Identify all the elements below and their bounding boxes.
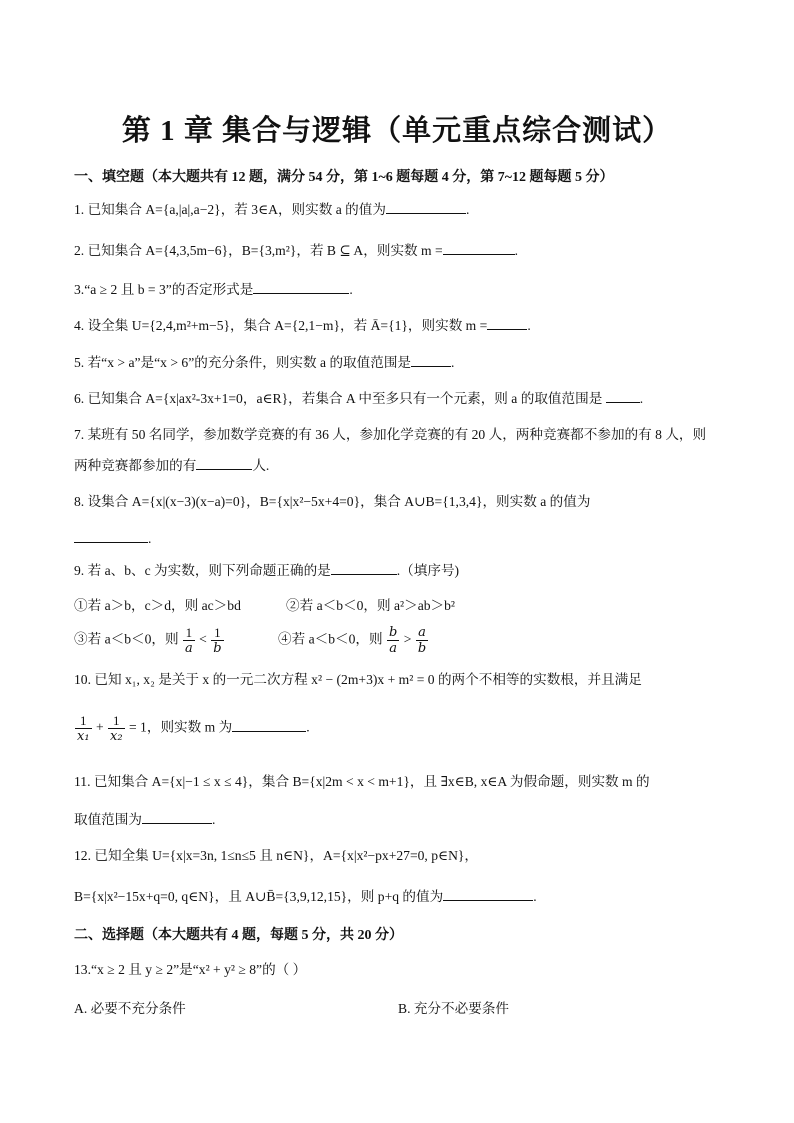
answer-blank[interactable]: [606, 388, 640, 403]
q13-option-b[interactable]: B. 充分不必要条件: [398, 1001, 510, 1016]
question-4: 4. 设全集 U={2,4,m²+m−5}，集合 A={2,1−m}，若 Ā={1}，则实数 m = .: [74, 315, 531, 336]
question-13: 13.“x ≥ 2 且 y ≥ 2”是“x² + y² ≥ 8”的（ ）: [74, 962, 307, 977]
question-9: 9. 若 a、b、c 为实数，则下列命题正确的是 .（填序号): [74, 560, 459, 581]
question-5: 5. 若“x > a”是“x > 6”的充分条件，则实数 a 的取值范围是 .: [74, 352, 454, 373]
answer-blank[interactable]: [443, 240, 515, 255]
question-3: 3.“a ≥ 2 且 b = 3”的否定形式是 .: [74, 279, 353, 300]
answer-blank[interactable]: [253, 279, 349, 294]
question-11-continued: 取值范围为 .: [74, 809, 215, 830]
answer-blank[interactable]: [232, 717, 306, 732]
q13-option-a[interactable]: A. 必要不充分条件: [74, 1001, 186, 1016]
question-10: 10. 已知 x₁, x₂ 是关于 x 的一元二次方程 x² − (2m+3)x + m² = 0 的两个不相等的实数根，并且满足: [74, 672, 642, 687]
question-10-continued: $\frac{1}{\text{x₁}}$ + $\frac{1}{\text{x₂}}$ = 1，则实数 m 为 .: [77, 713, 310, 744]
section-heading-multiple-choice: 二、选择题（本大题共有 4 题，每题 5 分，共 20 分）: [74, 928, 403, 943]
answer-blank[interactable]: [386, 199, 466, 214]
answer-blank[interactable]: [331, 560, 397, 575]
question-1: 1. 已知集合 A={a,|a|,a−2}，若 3∈A，则实数 a 的值为 .: [74, 199, 469, 220]
q9-option-4: ④若 a＜b＜0，则 $\frac{b}{a}$ > $\frac{a}{b}$: [278, 625, 427, 656]
answer-blank[interactable]: [196, 455, 252, 470]
fraction: $\frac{b}{a}$: [389, 625, 398, 656]
question-7-continued: 两种竞赛都参加的有 人.: [74, 455, 269, 476]
section-heading-fill-in: 一、填空题（本大题共有 12 题，满分 54 分，第 1~6 题每题 4 分，第 7~12 题每题 5 分）: [74, 170, 614, 185]
answer-blank[interactable]: [443, 886, 533, 901]
question-8: 8. 设集合 A={x|(x−3)(x−a)=0}，B={x|x²−5x+4=0}，集合 A∪B={1,3,4}，则实数 a 的值为: [74, 494, 591, 509]
question-8-continued: .: [74, 528, 151, 549]
question-12: 12. 已知全集 U={x|x=3n, 1≤n≤5 且 n∈N}，A={x|x²−px+27=0, p∈N}，: [74, 848, 479, 863]
fraction: $\frac{1}{b}$: [213, 625, 222, 656]
fraction: $\frac{1}{\text{x₁}}$: [77, 713, 90, 744]
page-title: 第 1 章 集合与逻辑（单元重点综合测试）: [121, 115, 673, 147]
answer-blank[interactable]: [142, 809, 212, 824]
question-11: 11. 已知集合 A={x|−1 ≤ x ≤ 4}，集合 B={x|2m < x < m+1}，且 ∃x∈B, x∈A 为假命题，则实数 m 的: [74, 774, 650, 789]
fraction: $\frac{1}{\text{x₂}}$: [110, 713, 123, 744]
q9-option-1: ①若 a＞b，c＞d，则 ac＞bd: [74, 598, 241, 613]
fraction: $\frac{1}{a}$: [185, 625, 193, 656]
question-7: 7. 某班有 50 名同学，参加数学竞赛的有 36 人，参加化学竞赛的有 20 人，两种竞赛都不参加的有 8 人，则: [74, 427, 707, 442]
answer-blank[interactable]: [487, 315, 527, 330]
question-2: 2. 已知集合 A={4,3,5m−6}，B={3,m²}，若 B ⊆ A，则实数 m = .: [74, 240, 518, 261]
q9-option-2: ②若 a＜b＜0，则 a²＞ab＞b²: [286, 598, 455, 613]
question-12-continued: B={x|x²−15x+q=0, q∈N}，且 A∪B̄={3,9,12,15}，则 p+q 的值为 .: [74, 886, 537, 907]
answer-blank[interactable]: [411, 352, 451, 367]
fraction: $\frac{a}{b}$: [417, 625, 427, 656]
answer-blank[interactable]: [74, 528, 148, 543]
question-6: 6. 已知集合 A={x|ax²-3x+1=0，a∈R}，若集合 A 中至多只有一个元素，则 a 的取值范围是 .: [74, 388, 643, 409]
q9-option-3: ③若 a＜b＜0，则 $\frac{1}{a}$ < $\frac{1}{b}$: [74, 625, 222, 656]
